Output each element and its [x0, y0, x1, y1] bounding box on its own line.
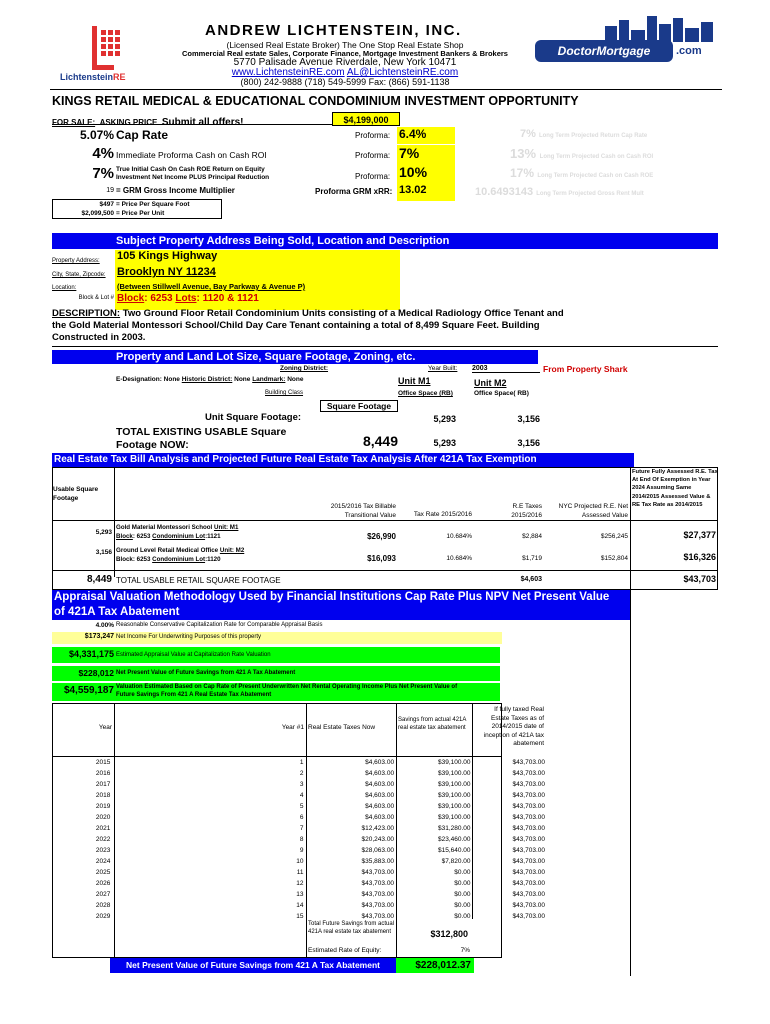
grm-label: = GRM Gross Income Multiplier — [116, 186, 235, 195]
description: DESCRIPTION: Two Ground Floor Retail Condominium Units consisting of a Medical Radiology Office Tenant and the Gold Material Montessori School/Child Day Care Tenant containing a total of 8,499 Square Feet. Building Constructed in 2003. — [52, 308, 564, 343]
tax-r1-rate: 10.684% — [446, 533, 472, 540]
sched-total-val: $312,800 — [430, 929, 468, 939]
schedule-row — [52, 834, 547, 845]
schedule-row — [52, 823, 547, 834]
tax-r1-nyc: $256,245 — [600, 533, 628, 540]
sched-h-fully: If fully taxed Real Estate Taxes as of 2014/2015 date of inception of 421A tax abatement — [483, 706, 544, 747]
faint-projection-2: 13% Long Term Projected Cash on Cash ROI — [510, 146, 654, 161]
sched-h-taxes-now: Real Estate Taxes Now — [308, 724, 376, 731]
doctormortgage-tld: .com — [676, 45, 702, 57]
sched-fully: $43,703.00 — [512, 913, 545, 920]
sched-fully: $43,703.00 — [512, 836, 545, 843]
schedule-row — [52, 867, 547, 878]
designation-line: E-Designation: None Historic District: None Landmark: None — [116, 376, 304, 383]
sched-taxes-now: $35,883.00 — [361, 858, 395, 865]
location-label: Location: — [52, 285, 77, 291]
schedule-table — [52, 757, 547, 922]
coc-label: Immediate Proforma Cash on Cash ROI — [116, 150, 267, 160]
grm-value: 19 — [106, 187, 114, 194]
header-rule — [50, 89, 722, 90]
sched-taxes-now: $20,243.00 — [361, 836, 395, 843]
page-title: KINGS RETAIL MEDICAL & EDUCATIONAL CONDOMINIUM INVESTMENT OPPORTUNITY — [52, 94, 579, 108]
proforma-coc: 7% — [397, 145, 455, 164]
schedule-row — [52, 878, 547, 889]
schedule-row — [52, 779, 547, 790]
city-label: City, State, Zipcode: — [52, 272, 106, 278]
schedule-row — [52, 856, 547, 867]
tax-vline-1 — [114, 467, 115, 577]
sched-yearnum: 14 — [296, 902, 304, 909]
sched-h-year: Year — [98, 724, 112, 731]
sched-savings: $39,100.00 — [437, 803, 471, 810]
tax-total-label: TOTAL USABLE RETAIL SQUARE FOOTAGE — [116, 576, 281, 585]
total-usable-label: TOTAL EXISTING USABLE Square Footage NOW: — [116, 426, 287, 451]
total-usable: 8,449 — [362, 433, 398, 449]
email-link[interactable]: AL@LichtensteinRE.com — [346, 67, 459, 78]
sched-fully: $43,703.00 — [512, 759, 545, 766]
faint-projection-4: 10.6493143 Long Term Projected Gross Rent Mult — [475, 186, 644, 198]
lichtenstein-logo-text: LichtensteinRE — [60, 72, 126, 82]
sched-equity-val: 7% — [460, 947, 470, 954]
header-line2: Commercial Real estate Sales, Corporate Finance, Mortgage Investment Bankers & Brokers — [182, 49, 508, 58]
proforma-roe: 10% — [397, 164, 455, 184]
proforma-label: Proforma: — [355, 131, 391, 140]
lichtenstein-logo — [92, 26, 122, 70]
company-name: ANDREW LICHTENSTEIN, INC. — [205, 22, 462, 39]
appraisal-cap: 4.00% — [95, 622, 114, 629]
faint-projection-1: 7% Long Term Projected Return Cap Rate — [520, 128, 648, 140]
tax-r2-rate: 10.684% — [446, 555, 472, 562]
schedule-row — [52, 801, 547, 812]
sched-taxes-now: $12,423.00 — [361, 825, 395, 832]
rule-2 — [52, 346, 718, 347]
sched-year: 2029 — [95, 913, 111, 920]
schedule-row — [52, 768, 547, 779]
sched-taxes-now: $43,703.00 — [361, 902, 395, 909]
tax-r1-billable: $26,990 — [367, 532, 396, 541]
sched-yearnum: 9 — [299, 847, 304, 854]
section-lot: Property and Land Lot Size, Square Footage, Zoning, etc. — [52, 350, 538, 364]
tax-hline-2 — [52, 570, 718, 571]
sched-fully: $43,703.00 — [512, 847, 545, 854]
sched-yearnum: 4 — [299, 792, 304, 799]
sched-savings: $39,100.00 — [437, 759, 471, 766]
sched-savings: $0.00 — [454, 869, 471, 876]
sched-h-yearnum: Year #1 — [281, 724, 304, 731]
city-value: Brooklyn NY 11234 — [117, 266, 216, 278]
unit-sqft-label: Unit Square Footage: — [205, 412, 302, 423]
unit-sqft-m1: 5,293 — [433, 414, 456, 424]
sched-taxes-now: $4,603.00 — [365, 792, 395, 799]
total-m2: 3,156 — [517, 438, 540, 448]
sched-taxes-now: $28,063.00 — [361, 847, 395, 854]
tax-r2-nyc: $152,804 — [600, 555, 628, 562]
ppu-value: $2,099,500 — [81, 210, 114, 217]
tax-r2-taxes: $1,719 — [522, 555, 542, 562]
sched-year: 2018 — [95, 792, 111, 799]
sched-savings: $39,100.00 — [437, 781, 471, 788]
proforma-label-2: Proforma: — [355, 151, 391, 160]
sched-taxes-now: $43,703.00 — [361, 891, 395, 898]
sched-savings: $15,640.00 — [437, 847, 471, 854]
tax-h-taxes: R.E Taxes 2015/2016 — [511, 503, 542, 519]
sched-savings: $39,100.00 — [437, 792, 471, 799]
faint-projection-3: 17% Long Term Projected Cash on Cash ROE — [510, 166, 654, 180]
tax-r2-billable: $16,093 — [367, 554, 396, 563]
building-class-label: Building Class — [265, 390, 304, 396]
office-m2: Office Space( RB) — [474, 390, 529, 397]
sched-year: 2015 — [95, 759, 111, 766]
appraisal-npv-label: Net Present Value of Future Savings from 421 A Tax Abatement — [116, 670, 296, 676]
sched-taxes-now: $43,703.00 — [361, 869, 395, 876]
proforma-cap: 6.4% — [397, 127, 455, 144]
appraisal-total: $4,559,187 — [63, 685, 114, 696]
cap-rate-label: Cap Rate — [116, 128, 169, 142]
sched-yearnum: 8 — [299, 836, 304, 843]
zoning-label: Zoning District: — [280, 365, 329, 372]
sched-fully: $43,703.00 — [512, 891, 545, 898]
sched-savings: $0.00 — [454, 902, 471, 909]
tax-h-billable: 2015/2016 Tax Billable Transitional Value — [330, 503, 396, 519]
appraisal-value: $4,331,175 — [68, 649, 114, 659]
block-lot-value: Block: 6253 Lots: 1120 & 1121 — [117, 293, 259, 304]
sched-year: 2022 — [95, 836, 111, 843]
sched-savings: $23,460.00 — [437, 836, 471, 843]
header-line3: 5770 Palisade Avenue Riverdale, New York 10471 — [233, 57, 457, 68]
section-tax: Real Estate Tax Bill Analysis and Projected Future Real Estate Tax Analysis After 421A Tax Exemption — [52, 453, 634, 467]
property-shark-label: From Property Shark — [543, 364, 628, 374]
office-m1: Office Space (RB) — [398, 390, 453, 397]
tax-h-usable: Usable Square Footage — [53, 486, 99, 502]
tax-r2-future: $16,326 — [683, 552, 716, 562]
sched-year: 2019 — [95, 803, 111, 810]
sched-savings: $0.00 — [454, 913, 471, 920]
sched-year: 2027 — [95, 891, 111, 898]
sched-yearnum: 12 — [296, 880, 304, 887]
roe-label-2: Investment Net Income PLUS Principal Reduction — [116, 174, 270, 181]
sched-yearnum: 6 — [299, 814, 304, 821]
section-appraisal: Appraisal Valuation Methodology Used by Financial Institutions Cap Rate Plus NPV Net Present Value of 421A Tax Abatement — [52, 590, 630, 620]
sched-yearnum: 5 — [299, 803, 304, 810]
location-value: (Between Stillwell Avenue, Bay Parkway & Avenue P) — [117, 282, 306, 291]
sched-savings: $0.00 — [454, 880, 471, 887]
sched-year: 2024 — [95, 858, 111, 865]
sched-year: 2028 — [95, 902, 111, 909]
sched-taxes-now: $43,703.00 — [361, 913, 395, 920]
schedule-row — [52, 900, 547, 911]
schedule-row — [52, 812, 547, 823]
appraisal-value-label: Estimated Appraisal Value at Capitalization Rate Valuation — [116, 652, 271, 658]
schedule-row — [52, 845, 547, 856]
block-lot-label: Block & Lot # — [78, 295, 114, 301]
for-sale-row: FOR SALE: ASKING PRICE Submit all offers! — [52, 112, 332, 125]
sched-savings: $7,820.00 — [441, 858, 471, 865]
tax-h-rate: Tax Rate 2015/2016 — [413, 511, 472, 518]
doctormortgage-logo: DoctorMortgage — [535, 40, 673, 62]
total-m1: 5,293 — [433, 438, 456, 448]
sched-yearnum: 10 — [296, 858, 304, 865]
sched-yearnum: 1 — [299, 759, 304, 766]
sched-yearnum: 3 — [299, 781, 304, 788]
tax-r1-future: $27,377 — [683, 530, 716, 540]
sched-taxes-now: $4,603.00 — [365, 803, 395, 810]
unit-m1: Unit M1 — [398, 376, 431, 386]
schedule-row — [52, 889, 547, 900]
sched-fully: $43,703.00 — [512, 825, 545, 832]
section-property: Subject Property Address Being Sold, Location and Description — [52, 233, 718, 249]
npv-value: $228,012.37 — [396, 958, 474, 973]
schedule-row — [52, 911, 547, 922]
sched-fully: $43,703.00 — [512, 880, 545, 887]
sched-yearnum: 11 — [296, 869, 304, 876]
sched-taxes-now: $4,603.00 — [365, 759, 395, 766]
sched-savings: $39,100.00 — [437, 770, 471, 777]
appraisal-cap-label: Reasonable Conservative Capitalization Rate for Comparable Appraisal Basis — [116, 622, 323, 628]
sched-yearnum: 13 — [296, 891, 304, 898]
sched-savings: $0.00 — [454, 891, 471, 898]
website-link[interactable]: www.LichtensteinRE.com — [231, 67, 345, 78]
cap-rate-value: 5.07% — [79, 128, 114, 142]
address-label: Property Address: — [52, 258, 100, 264]
tax-total-sqft: 8,449 — [86, 574, 112, 585]
sched-h-savings: Savings from actual 421A real estate tax abatement — [398, 717, 467, 731]
sched-savings: $31,280.00 — [437, 825, 471, 832]
right-vline — [630, 590, 631, 976]
sched-taxes-now: $4,603.00 — [365, 781, 395, 788]
sched-year: 2023 — [95, 847, 111, 854]
proforma-label-3: Proforma: — [355, 172, 391, 181]
sched-taxes-now: $4,603.00 — [365, 814, 395, 821]
unit-m2: Unit M2 — [474, 378, 507, 388]
appraisal-total-label: Valuation Estimated Based on Cap Rate of Present Underwritten Net Rental Operating Income Plus Net Present Value of Future Savings From 421 A Real Estate Tax Abatement — [116, 684, 458, 698]
tax-vline-2 — [630, 467, 631, 590]
sched-equity-label: Estimated Rate of Equity: — [308, 947, 382, 954]
tax-r1-taxes: $2,884 — [522, 533, 542, 540]
address-value: 105 Kings Highway — [117, 250, 218, 262]
sched-year: 2025 — [95, 869, 111, 876]
unit-sqft-m2: 3,156 — [517, 414, 540, 424]
sched-fully: $43,703.00 — [512, 781, 545, 788]
sched-fully: $43,703.00 — [512, 814, 545, 821]
psf-label: = Price Per Square Foot — [116, 201, 190, 208]
tax-total-taxes: $4,603 — [520, 576, 542, 583]
roe-label-1: True Initial Cash On Cash ROE Return on Equity — [116, 166, 265, 173]
price-box — [52, 199, 222, 219]
tax-r1-name: Gold Material Montessori School Unit: M1 Block: 6253 Condominium Lot:1121 — [116, 524, 239, 540]
sched-fully: $43,703.00 — [512, 792, 545, 799]
sched-taxes-now: $4,603.00 — [365, 770, 395, 777]
tax-hline-1 — [52, 520, 718, 521]
grm-proforma-label: Proforma GRM xRR: — [315, 187, 393, 196]
tax-h-nyc: NYC Projected R.E. Net Assessed Value — [558, 503, 628, 519]
appraisal-noi-label: Net Income For Underwriting Purposes of this property — [116, 634, 262, 640]
schedule-row — [52, 790, 547, 801]
sched-fully: $43,703.00 — [512, 902, 545, 909]
tax-total-future: $43,703 — [683, 574, 716, 584]
tax-r1-sqft: 5,293 — [95, 529, 112, 536]
tax-r2-name: Ground Level Retail Medical Office Unit: M2 Block: 6253 Condominium Lot:1120 — [116, 547, 245, 563]
header-phone: (800) 242-9888 (718) 549-5999 Fax: (866) 591-1138 — [240, 77, 450, 87]
sched-year: 2026 — [95, 880, 111, 887]
sched-fully: $43,703.00 — [512, 869, 545, 876]
sched-year: 2021 — [95, 825, 111, 832]
roe-value: 7% — [92, 165, 114, 182]
sched-taxes-now: $43,703.00 — [361, 880, 395, 887]
sqft-header: Square Footage — [320, 400, 398, 412]
npv-label: Net Present Value of Future Savings from 421 A Tax Abatement — [110, 958, 396, 973]
ppu-label: = Price Per Unit — [116, 210, 165, 217]
year-built-label: Year Built: — [428, 365, 458, 372]
sched-yearnum: 2 — [299, 770, 304, 777]
sched-total-label: Total Future Savings from actual 421A real estate tax abatement — [308, 921, 395, 935]
sched-savings: $39,100.00 — [437, 814, 471, 821]
sched-year: 2020 — [95, 814, 111, 821]
sched-year: 2017 — [95, 781, 111, 788]
coc-value: 4% — [92, 145, 114, 162]
psf-value: $497 — [99, 201, 114, 208]
appraisal-npv: $228,012 — [78, 668, 114, 678]
sched-yearnum: 7 — [299, 825, 304, 832]
header-line1: (Licensed Real Estate Broker) The One Stop Real Estate Shop — [226, 40, 464, 50]
appraisal-noi: $173,247 — [84, 633, 114, 640]
tax-h-future: Future Fully Assessed R.E. Tax At End Of Exemption in Year 2024 Assuming Same 2014/2015 Assessed Value & RE Tax Rate as 2014/2015 — [632, 469, 718, 508]
grm-proforma: 13.02 — [397, 184, 455, 201]
sched-fully: $43,703.00 — [512, 770, 545, 777]
city-skyline-icon — [605, 16, 715, 42]
sched-yearnum: 15 — [296, 913, 304, 920]
asking-price: $4,199,000 — [332, 112, 400, 126]
tax-r2-sqft: 3,156 — [95, 549, 112, 556]
sched-fully: $43,703.00 — [512, 858, 545, 865]
year-built: 2003 — [472, 365, 540, 373]
schedule-row — [52, 757, 547, 768]
sched-fully: $43,703.00 — [512, 803, 545, 810]
sched-year: 2016 — [95, 770, 111, 777]
